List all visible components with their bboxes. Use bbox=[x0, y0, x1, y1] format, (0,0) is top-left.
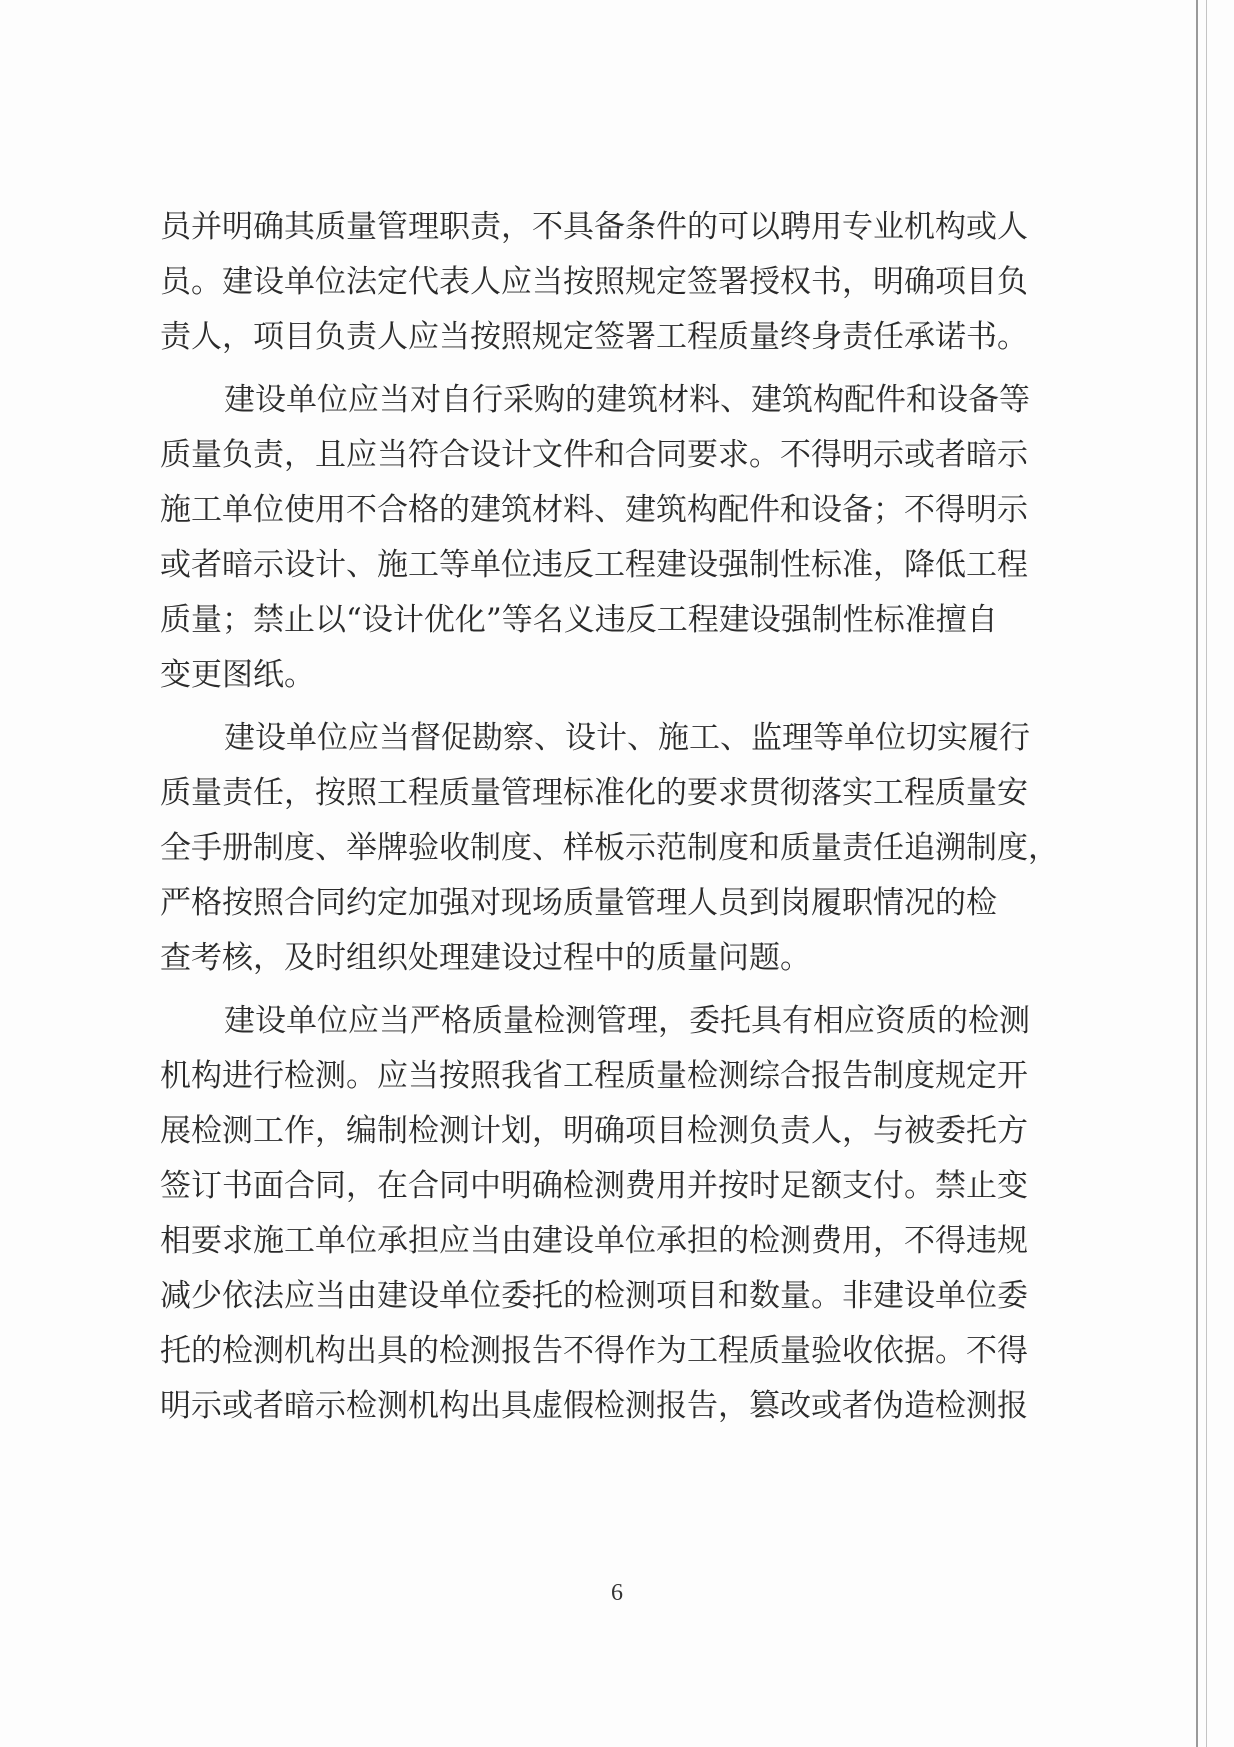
text-line: 相要求施工单位承担应当由建设单位承担的检测费用，不得违规 bbox=[160, 1223, 1028, 1259]
text-line: 变更图纸。 bbox=[160, 657, 315, 693]
text-line: 施工单位使用不合格的建筑材料、建筑构配件和设备；不得明示 bbox=[160, 492, 1028, 528]
text-line: 签订书面合同，在合同中明确检测费用并按时足额支付。禁止变 bbox=[160, 1168, 1028, 1204]
text-line: 明示或者暗示检测机构出具虚假检测报告，篡改或者伪造检测报 bbox=[160, 1388, 1028, 1424]
text-line: 托的检测机构出具的检测报告不得作为工程质量验收依据。不得 bbox=[160, 1333, 1028, 1369]
text-line: 责人，项目负责人应当按照规定签署工程质量终身责任承诺书。 bbox=[160, 319, 1028, 355]
scan-edge-line bbox=[1196, 0, 1198, 1747]
text-line: 严格按照合同约定加强对现场质量管理人员到岗履职情况的检 bbox=[160, 885, 997, 921]
text-line: 展检测工作，编制检测计划，明确项目检测负责人，与被委托方 bbox=[160, 1113, 1028, 1149]
text-line: 查考核，及时组织处理建设过程中的质量问题。 bbox=[160, 940, 811, 976]
scan-edge-line-inner bbox=[1206, 0, 1207, 1747]
paragraph-start-line: 建设单位应当督促勘察、设计、施工、监理等单位切实履行 bbox=[224, 720, 1030, 756]
text-line: 全手册制度、举牌验收制度、样板示范制度和质量责任追溯制度， bbox=[160, 830, 1059, 866]
page-number: 6 bbox=[611, 1580, 623, 1606]
paragraph-start-line: 建设单位应当对自行采购的建筑材料、建筑构配件和设备等 bbox=[224, 382, 1030, 418]
text-line: 质量；禁止以“设计优化”等名义违反工程建设强制性标准擅自 bbox=[160, 602, 998, 638]
text-line: 员。建设单位法定代表人应当按照规定签署授权书，明确项目负 bbox=[160, 264, 1028, 300]
text-line: 质量责任，按照工程质量管理标准化的要求贯彻落实工程质量安 bbox=[160, 775, 1028, 811]
body-text bbox=[160, 200, 1059, 1434]
text-line: 机构进行检测。应当按照我省工程质量检测综合报告制度规定开 bbox=[160, 1058, 1028, 1094]
paragraph-start-line: 建设单位应当严格质量检测管理，委托具有相应资质的检测 bbox=[224, 1003, 1030, 1039]
text-line: 或者暗示设计、施工等单位违反工程建设强制性标准，降低工程 bbox=[160, 547, 1028, 583]
text-line: 员并明确其质量管理职责，不具备条件的可以聘用专业机构或人 bbox=[160, 209, 1028, 245]
text-line: 减少依法应当由建设单位委托的检测项目和数量。非建设单位委 bbox=[160, 1278, 1028, 1314]
text-line: 质量负责，且应当符合设计文件和合同要求。不得明示或者暗示 bbox=[160, 437, 1028, 473]
